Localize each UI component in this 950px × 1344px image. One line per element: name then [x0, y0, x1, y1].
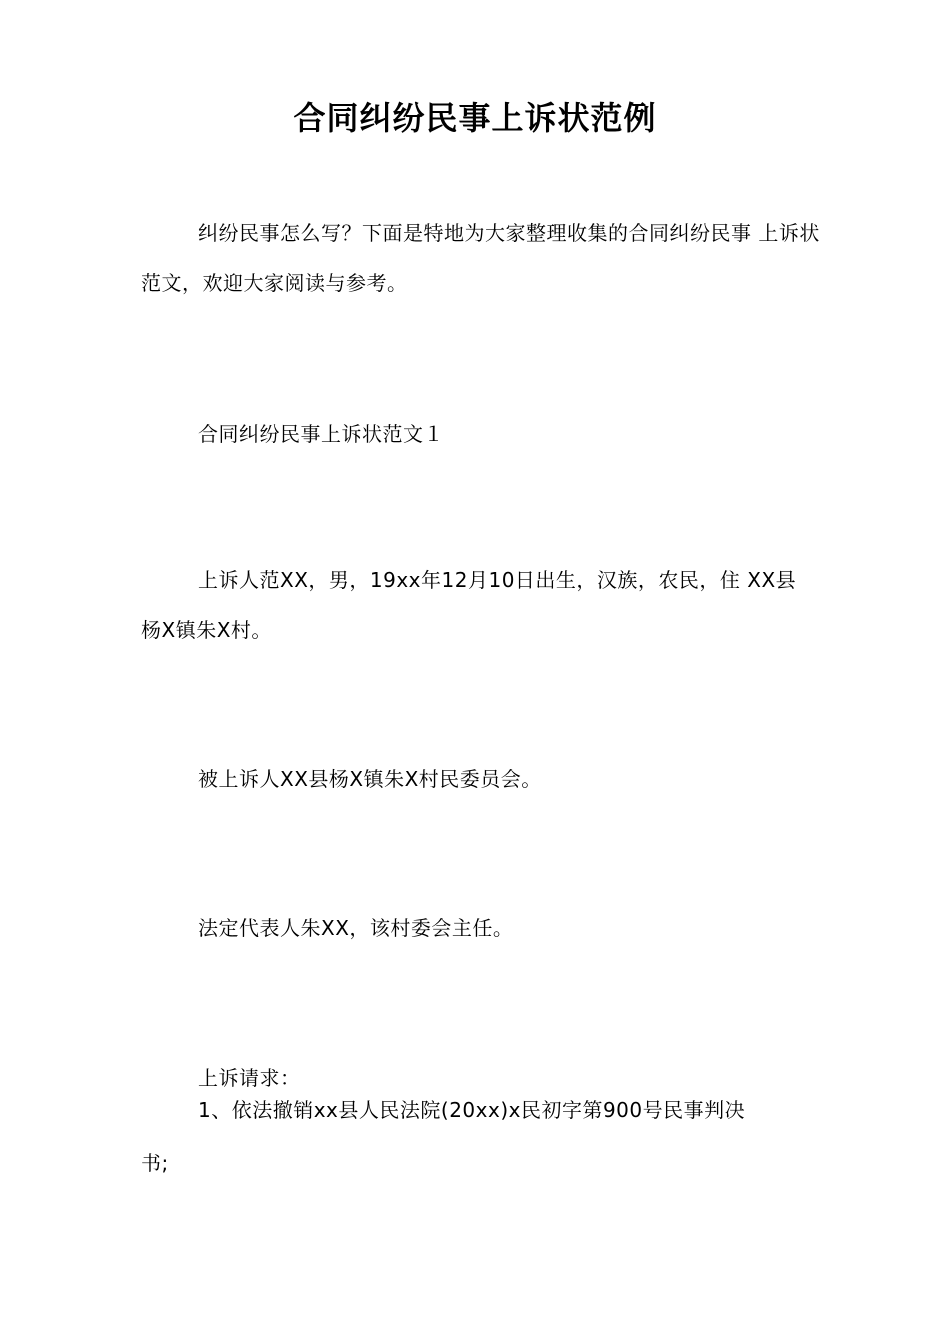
legal-rep-text: 法定代表人朱XX，该村委会主任。 — [198, 916, 514, 940]
intro-paragraph — [141, 208, 821, 308]
request-section — [141, 1062, 821, 1126]
appellant-line-2: 杨X镇朱X村。 — [141, 618, 272, 642]
appellant-line-1: 上诉人范XX，男，19xx年12月10日出生，汉族，农民，住 XX县 — [198, 568, 797, 592]
appellant-paragraph — [141, 555, 821, 655]
document-title: 合同纠纷民事上诉状范例 — [293, 99, 657, 137]
intro-line-2: 范文，欢迎大家阅读与参考。 — [141, 271, 408, 295]
legal-rep-paragraph — [141, 903, 821, 953]
intro-line-1: 纠纷民事怎么写？下面是特地为大家整理收集的合同纠纷民事 上诉状 — [198, 221, 820, 245]
request-item-1-line-1: 1、依法撤销xx县人民法院(20xx)x民初字第900号民事判决 — [198, 1098, 746, 1122]
section-heading-text: 合同纠纷民事上诉状范文１ — [198, 422, 444, 446]
section-heading — [141, 409, 821, 459]
appellee-text: 被上诉人XX县杨X镇朱X村民委员会。 — [198, 767, 542, 791]
request-item-1-continued — [141, 1138, 821, 1188]
request-item-1-line-2: 书; — [141, 1151, 169, 1175]
appellee-paragraph — [141, 754, 821, 804]
request-heading: 上诉请求： — [198, 1066, 301, 1090]
